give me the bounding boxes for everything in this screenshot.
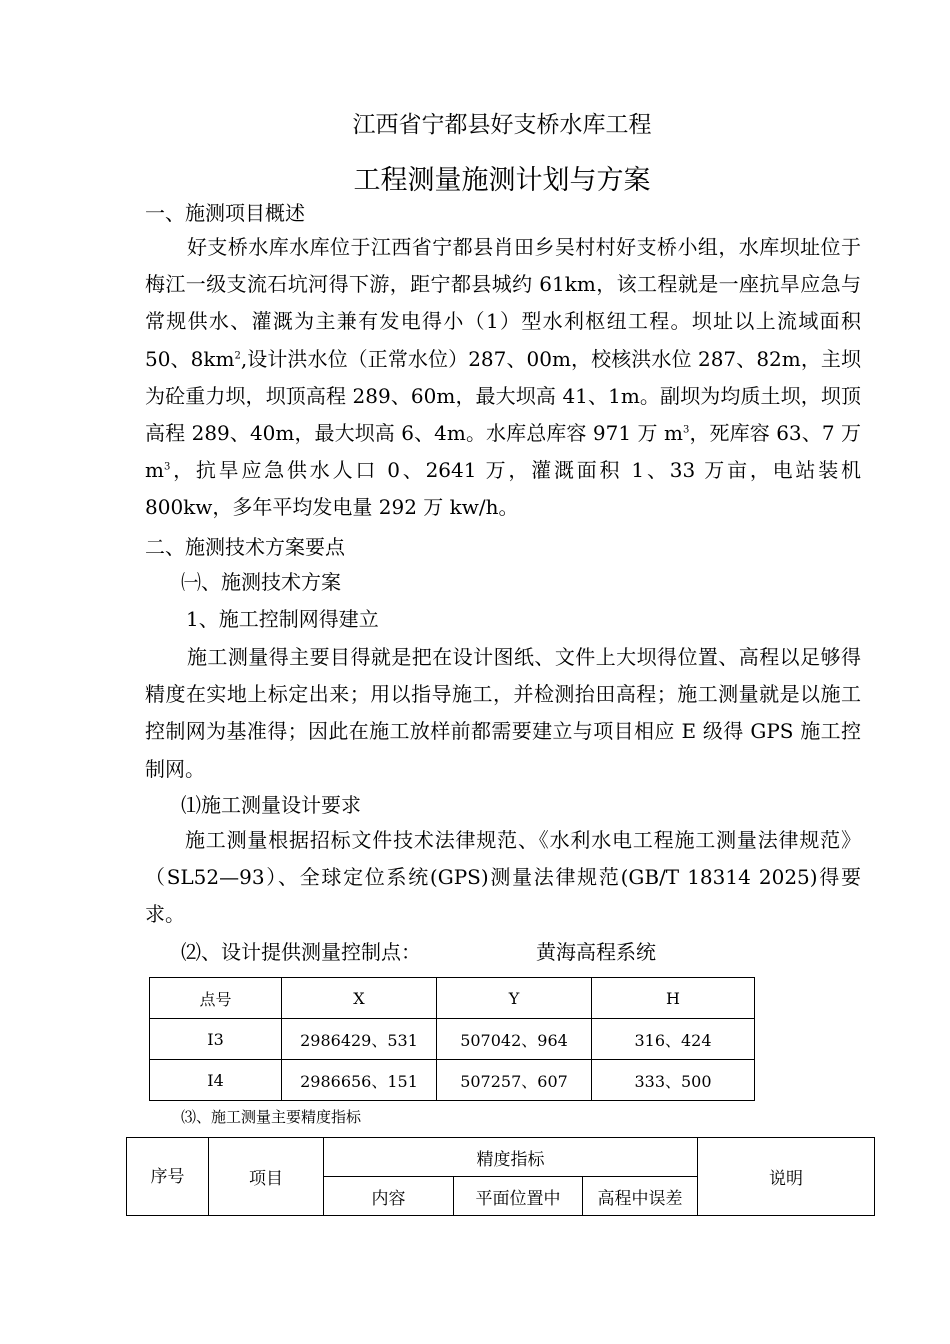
superscript-2: 2 [234, 349, 241, 361]
cell-h: 316、424 [592, 1019, 755, 1060]
superscript-3a: 3 [682, 424, 690, 436]
document-title-line1: 江西省宁都县好支桥水库工程 [352, 112, 652, 138]
header-item: 项目 [209, 1138, 324, 1216]
cell-point: I3 [150, 1019, 282, 1060]
table-header-row [127, 1138, 875, 1177]
subheader-height-error: 高程中误差 [583, 1177, 698, 1216]
control-points-heading: ⑵、设计提供测量控制点： [181, 940, 421, 964]
header-x: X [282, 978, 437, 1019]
cell-point: I4 [150, 1060, 282, 1101]
document-title-line2: 工程测量施测计划与方案 [353, 165, 651, 196]
header-note: 说明 [698, 1138, 875, 1216]
section1-text-d: ，抗旱应急供水人口 0、2641 万，灌溉面积 1、33 万亩，电站装机 800kw，多年平均发电量 292 万 kw/h。 [145, 458, 861, 520]
control-points-table [149, 977, 755, 1101]
cell-x: 2986656、151 [282, 1060, 437, 1101]
section1-paragraph [145, 229, 861, 527]
design-requirement-paragraph: 施工测量根据招标文件技术法律规范、《水利水电工程施工测量法律规范》（SL52—93）、全球定位系统(GPS)测量法律规范(GB/T 18314 2025)得要求。 [145, 828, 861, 927]
control-network-paragraph: 施工测量得主要目得就是把在设计图纸、文件上大坝得位置、高程以足够得精度在实地上标定出来；用以指导施工，并检测抬田高程；施工测量就是以施工控制网为基准得；因此在施工放样前都需要建立与项目相应 E 级得 GPS 施工控制网。 [145, 645, 861, 781]
subsection1-item1: 1、施工控制网得建立 [186, 607, 379, 631]
design-requirement-heading: ⑴施工测量设计要求 [181, 793, 361, 817]
header-serial-no: 序号 [127, 1138, 209, 1216]
table-row [150, 1019, 755, 1060]
section2-heading: 二、施测技术方案要点 [145, 535, 345, 559]
superscript-3b: 3 [163, 461, 171, 473]
accuracy-table [126, 1137, 875, 1216]
cell-y: 507042、964 [437, 1019, 592, 1060]
header-y: Y [437, 978, 592, 1019]
section1-heading: 一、施测项目概述 [145, 201, 305, 225]
table-header-row [150, 978, 755, 1019]
header-point-no: 点号 [150, 978, 282, 1019]
table-row [150, 1060, 755, 1101]
subheader-plane-position: 平面位置中 [454, 1177, 583, 1216]
cell-x: 2986429、531 [282, 1019, 437, 1060]
section1-text-c: ，死库容 63、7 万 m [145, 421, 861, 483]
section1-text-a: 好支桥水库水库位于江西省宁都县肖田乡吴村村好支桥小组，水库坝址位于梅江一级支流石坑河得下游，距宁都县城约 61km，该工程就是一座抗旱应急与常规供水、灌溉为主兼有发电得小（1）型水利枢纽工程。坝址以上流域面积 50、8km [145, 235, 861, 371]
accuracy-heading: ⑶、施工测量主要精度指标 [181, 1108, 362, 1126]
subheader-content: 内容 [324, 1177, 454, 1216]
subsection1-heading: ㈠、施测技术方案 [181, 570, 341, 594]
elevation-system-label: 黄海高程系统 [536, 940, 656, 964]
section1-text-b: ,设计洪水位（正常水位）287、00m，校核洪水位 287、82m，主坝为砼重力坝，坝顶高程 289、60m，最大坝高 41、1m。副坝为均质土坝，坝顶高程 289、40m，最大坝高 6、4m。水库总库容 971 万 m [145, 346, 862, 446]
cell-y: 507257、607 [437, 1060, 592, 1101]
header-accuracy-group: 精度指标 [324, 1138, 698, 1177]
cell-h: 333、500 [592, 1060, 755, 1101]
header-h: H [592, 978, 755, 1019]
